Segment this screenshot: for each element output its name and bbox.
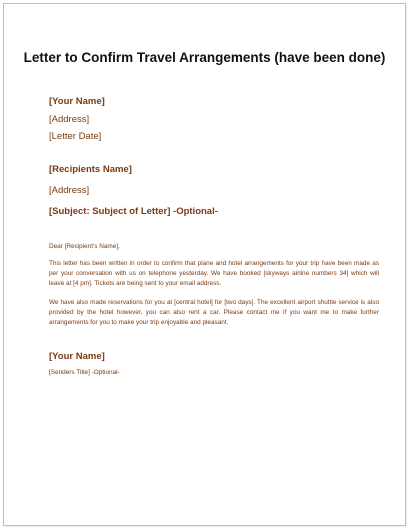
letter-date-field: [Letter Date] bbox=[49, 131, 102, 142]
closing-name: [Your Name] bbox=[49, 351, 105, 362]
salutation: Dear [Recipient's Name], bbox=[49, 243, 120, 250]
senders-title: [Senders Title] -Optional- bbox=[49, 369, 120, 376]
subject-line: [Subject: Subject of Letter] -Optional- bbox=[49, 206, 218, 217]
body-paragraph-1: This letter has been written in order to confirm that plane and hotel arrangements for your trip have been made as per your conversation with us on telephone yesterday. We have booked [skyways airline numbers 34] which will leave at [4 pm]. Tickets are being sent to your email address. bbox=[49, 260, 379, 288]
letter-title: Letter to Confirm Travel Arrangements (have been done) bbox=[23, 50, 386, 65]
recipient-address-field: [Address] bbox=[49, 185, 90, 196]
body-paragraph-2: We have also made reservations for you at [central hotel] for [two days]. The excellent airport shuttle service is also provided by the hotel however, you can also rent a car. Please contact me if you want me to make further arrangements for you to make your trip enjoyable and pleasant. bbox=[49, 299, 379, 327]
recipient-name-field: [Recipients Name] bbox=[49, 164, 132, 175]
document-page bbox=[3, 3, 406, 526]
sender-name-field: [Your Name] bbox=[49, 96, 105, 107]
sender-address-field: [Address] bbox=[49, 114, 90, 125]
